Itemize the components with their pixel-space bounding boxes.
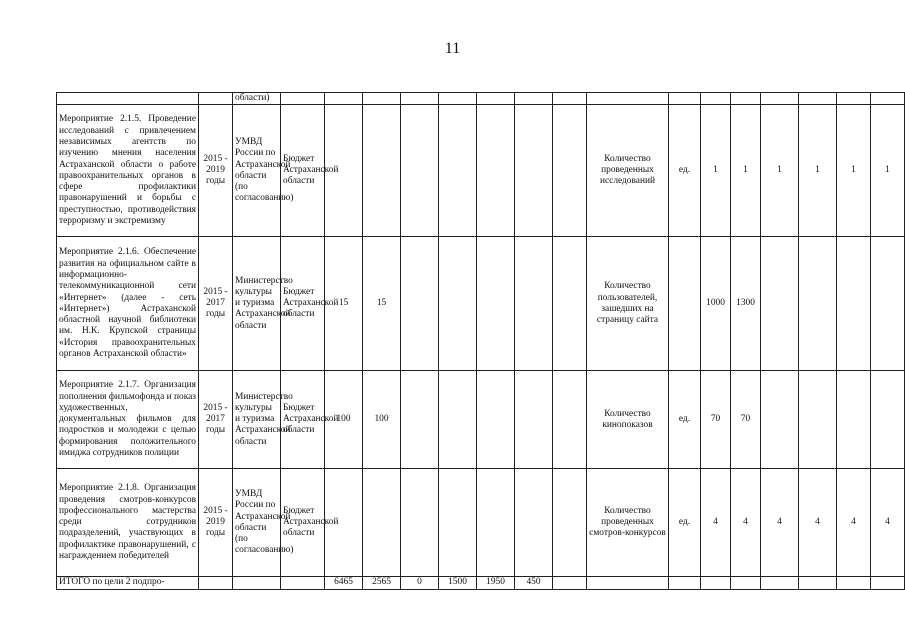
total-funding: 2565 [363,577,401,589]
funding-amount [363,105,401,237]
indicator-value: 4 [837,469,871,577]
program-table [56,92,905,590]
years-cell [199,577,233,589]
indicator-name: Количество проведенных исследований [587,105,669,237]
indicator-unit: ед. [669,105,701,237]
indicator-value: 1 [871,105,905,237]
funding-amount [439,237,477,371]
funding-amount [477,105,515,237]
funding-amount: 15 [325,237,363,371]
indicator-value: 70 [701,371,731,469]
indicator-value-cell [837,93,871,105]
indicator-value [799,371,837,469]
executor-cell: области) [233,93,281,105]
measure-executor: УМВД России по Астраханской области (по согласованию) [233,469,281,577]
executor-cell [233,577,281,589]
total-label: ИТОГО по цели 2 подпро- [57,577,199,589]
indicator-value: 4 [799,469,837,577]
measure-years: 2015 - 2019 годы [199,469,233,577]
indicator-value [799,237,837,371]
total-funding [553,577,587,589]
source-cell [281,93,325,105]
years-cell [199,93,233,105]
indicator-value: 1 [701,105,731,237]
measure-years: 2015 - 2017 годы [199,237,233,371]
indicator-value [761,237,799,371]
indicator-value: 70 [731,371,761,469]
total-funding: 6465 [325,577,363,589]
funding-amount [363,469,401,577]
indicator-value: 4 [761,469,799,577]
funding-cell [439,93,477,105]
measure-years: 2015 - 2019 годы [199,105,233,237]
indicator-value-cell [871,577,905,589]
indicator-cell [587,577,669,589]
indicator-value [871,237,905,371]
funding-amount [401,237,439,371]
measure-description: Мероприятие 2.1.5. Проведение исследований с привлечением независимых агентств по изучению мнения населения Астраханской области о работе правоохранительных органов в сфере профилактики правонарушений и борьбы с преступностью, противодействия терроризму и экстремизму [57,105,199,237]
indicator-value: 4 [731,469,761,577]
indicator-value: 1 [731,105,761,237]
indicator-value: 1 [761,105,799,237]
indicator-name: Количество проведенных смотров-конкурсов [587,469,669,577]
indicator-value-cell [871,93,905,105]
indicator-value [837,237,871,371]
funding-amount [477,237,515,371]
description-cell [57,93,199,105]
funding-amount [401,371,439,469]
page-number: 11 [444,40,461,57]
funding-amount: 100 [363,371,401,469]
indicator-value-cell [837,577,871,589]
funding-amount [515,371,553,469]
indicator-cell [587,93,669,105]
funding-amount [515,237,553,371]
indicator-name: Количество пользователей, зашедших на страницу сайта [587,237,669,371]
funding-amount [439,105,477,237]
total-funding: 1950 [477,577,515,589]
funding-amount [401,469,439,577]
indicator-value-cell [701,577,731,589]
measure-executor: Министерство культуры и туризма Астраханской области [233,237,281,371]
indicator-value-cell [799,577,837,589]
funding-amount: 15 [363,237,401,371]
indicator-value-cell [731,577,761,589]
table-row [57,237,905,371]
funding-amount [553,105,587,237]
indicator-value-cell [731,93,761,105]
indicator-value-cell [761,577,799,589]
funding-cell [515,93,553,105]
measure-description: Мероприятие 2.1.7. Организация пополнения фильмофонда и показ художественных, документальных фильмов для подростков и молодежи с целью формирования положительного имиджа сотрудников полиции [57,371,199,469]
funding-source: Бюджет Астраханской области [281,105,325,237]
funding-amount [553,237,587,371]
indicator-unit [669,237,701,371]
indicator-value [837,371,871,469]
funding-cell [325,93,363,105]
funding-source: Бюджет Астраханской области [281,371,325,469]
indicator-value-cell [761,93,799,105]
funding-cell [553,93,587,105]
measure-executor: Министерство культуры и туризма Астраханской области [233,371,281,469]
indicator-value: 1 [799,105,837,237]
measure-description: Мероприятие 2.1.8. Организация проведения смотров-конкурсов профессионального мастерства среди сотрудников подразделений, участвующих в профилактике правонарушений, с награждением победителей [57,469,199,577]
funding-amount [401,105,439,237]
indicator-value-cell [799,93,837,105]
indicator-value: 4 [871,469,905,577]
funding-source: Бюджет Астраханской области [281,237,325,371]
funding-cell [401,93,439,105]
funding-amount [439,469,477,577]
table-row [57,105,905,237]
indicator-name: Количество кинопоказов [587,371,669,469]
indicator-value [761,371,799,469]
measure-years: 2015 - 2017 годы [199,371,233,469]
funding-amount [439,371,477,469]
table-row [57,469,905,577]
indicator-unit: ед. [669,371,701,469]
funding-cell [363,93,401,105]
funding-amount [553,371,587,469]
continuation-row [57,93,905,105]
funding-amount [553,469,587,577]
measure-executor: УМВД России по Астраханской области (по согласованию) [233,105,281,237]
indicator-value [871,371,905,469]
indicator-unit: ед. [669,469,701,577]
funding-amount [477,371,515,469]
indicator-value: 1000 [701,237,731,371]
funding-amount [477,469,515,577]
unit-cell [669,93,701,105]
total-funding: 450 [515,577,553,589]
measure-description: Мероприятие 2.1.6. Обеспечение развития на официальном сайте в информационно-телекоммуникационной сети «Интернет» (далее - сеть «Интернет») Астраханской областной научной библиотеки им. Н.К. Крупской страницы «История правоохранительных органов Астраханской области» [57,237,199,371]
funding-amount [515,469,553,577]
table-row [57,371,905,469]
funding-cell [477,93,515,105]
funding-amount [515,105,553,237]
unit-cell [669,577,701,589]
funding-amount: 100 [325,371,363,469]
source-cell [281,577,325,589]
indicator-value: 4 [701,469,731,577]
indicator-value-cell [701,93,731,105]
total-row [57,577,905,589]
total-funding: 0 [401,577,439,589]
total-funding: 1500 [439,577,477,589]
funding-source: Бюджет Астраханской области [281,469,325,577]
indicator-value: 1 [837,105,871,237]
indicator-value: 1300 [731,237,761,371]
